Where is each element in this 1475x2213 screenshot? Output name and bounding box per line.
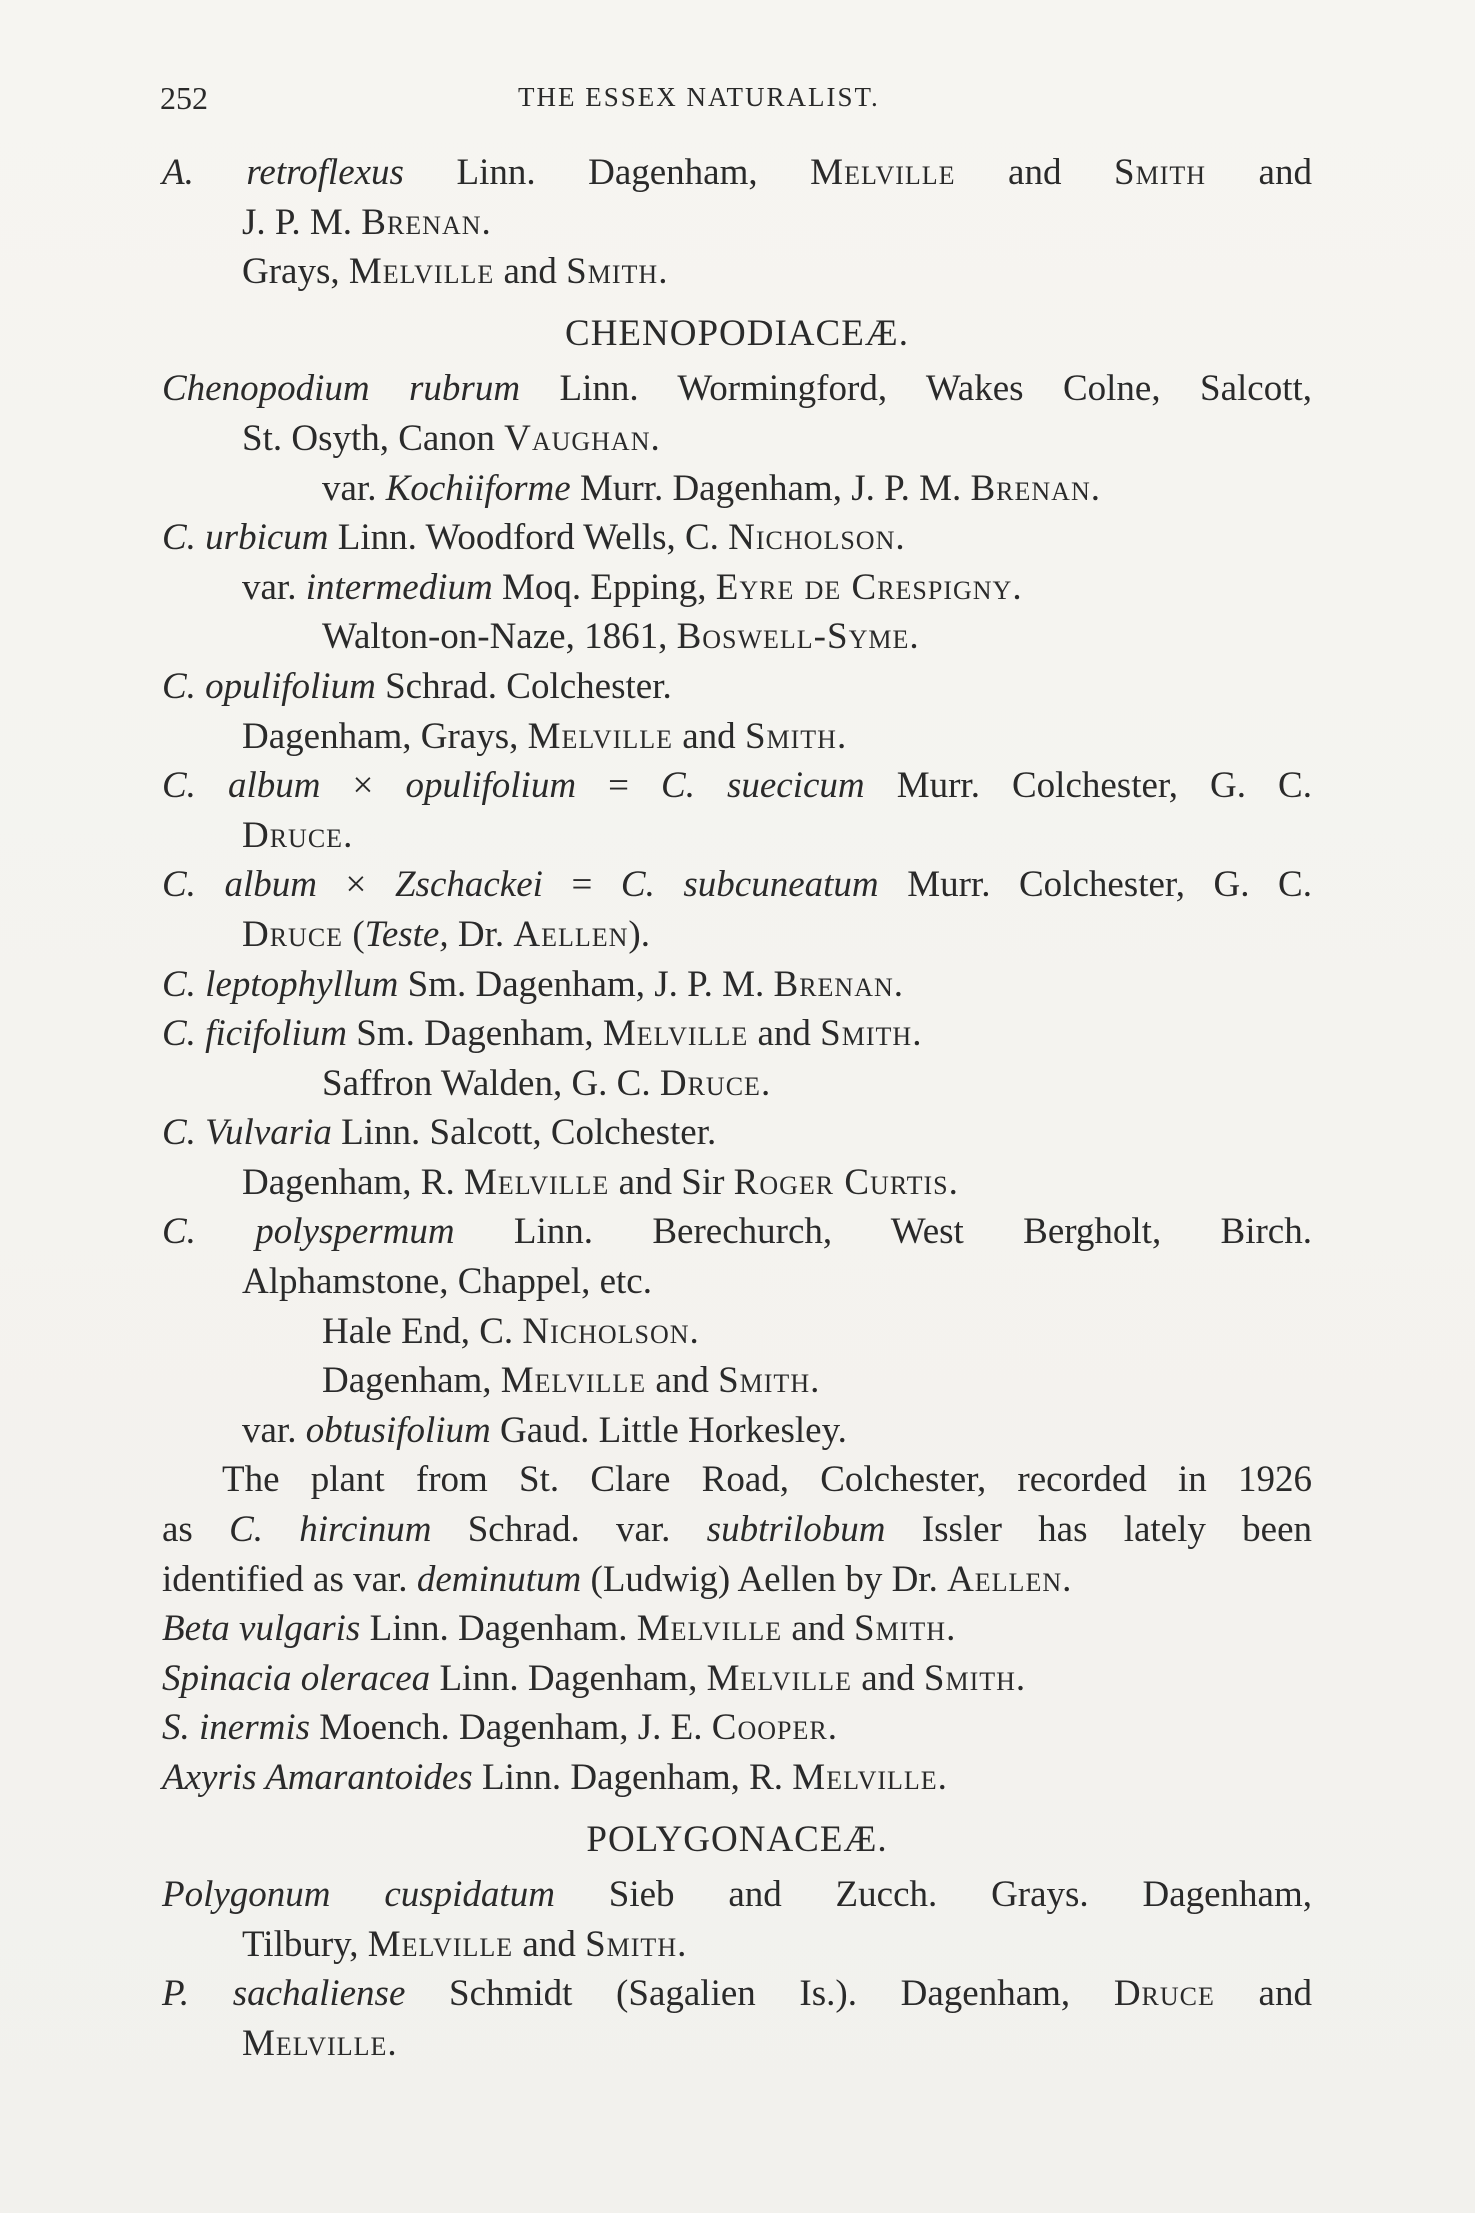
running-title: THE ESSEX NATURALIST. bbox=[518, 82, 880, 112]
entry-continuation: Dagenham, Melville and Smith. bbox=[322, 1360, 820, 1402]
entry-amaranthus-retroflexus: A. retroflexus Linn. Dagenham, Melville and Smith and bbox=[162, 152, 1312, 193]
entry-c-ficifolium: C. ficifolium Sm. Dagenham, Melville and Smith. bbox=[162, 1013, 922, 1055]
entry-continuation: Dagenham, R. Melville and Sir Roger Curtis. bbox=[242, 1161, 958, 1203]
entry-continuation: Grays, Melville and Smith. bbox=[242, 251, 668, 293]
entry-beta-vulgaris: Beta vulgaris Linn. Dagenham. Melville and Smith. bbox=[162, 1608, 956, 1650]
body-text bbox=[162, 148, 1312, 2069]
paragraph-line: as C. hircinum Schrad. var. subtrilobum Issler has lately been bbox=[162, 1509, 1312, 1551]
entry-c-suecicum: C. album × opulifolium = C. suecicum Murr. Colchester, G. C. bbox=[162, 765, 1312, 807]
entry-c-vulvaria: C. Vulvaria Linn. Salcott, Colchester. bbox=[162, 1112, 717, 1154]
entry-polygonum-cuspidatum: Polygonum cuspidatum Sieb and Zucch. Grays. Dagenham, bbox=[162, 1874, 1313, 1916]
section-heading-chenopodiaceae: CHENOPODIACEÆ. bbox=[565, 312, 909, 354]
entry-continuation: Alphamstone, Chappel, etc. bbox=[242, 1261, 652, 1303]
paragraph-line: The plant from St. Clare Road, Colchester, recorded in 1926 bbox=[222, 1459, 1312, 1501]
entry-p-sachaliense: P. sachaliense Schmidt (Sagalien Is.). Dagenham, Druce and bbox=[162, 1973, 1312, 2015]
variety-entry: var. intermedium Moq. Epping, Eyre de Crespigny. bbox=[242, 566, 1022, 608]
entry-c-leptophyllum: C. leptophyllum Sm. Dagenham, J. P. M. Brenan. bbox=[162, 963, 904, 1005]
entry-continuation: Dagenham, Grays, Melville and Smith. bbox=[242, 715, 847, 757]
entry-continuation: J. P. M. Brenan. bbox=[242, 201, 491, 243]
paragraph-line: identified as var. deminutum (Ludwig) Aellen by Dr. Aellen. bbox=[162, 1558, 1072, 1600]
entry-continuation: Tilbury, Melville and Smith. bbox=[242, 1923, 687, 1965]
entry-c-subcuneatum: C. album × Zschackei = C. subcuneatum Murr. Colchester, G. C. bbox=[162, 864, 1312, 906]
entry-continuation: Melville. bbox=[242, 2022, 397, 2064]
entry-continuation: Walton-on-Naze, 1861, Boswell-Syme. bbox=[322, 616, 919, 658]
entry-continuation: Druce. bbox=[242, 814, 353, 856]
page-number: 252 bbox=[160, 80, 208, 116]
entry-continuation: Saffron Walden, G. C. Druce. bbox=[322, 1062, 771, 1104]
entry-c-polyspermum: C. polyspermum Linn. Berechurch, West Bergholt, Birch. bbox=[162, 1211, 1312, 1253]
entry-continuation: St. Osyth, Canon Vaughan. bbox=[242, 417, 660, 459]
entry-spinacia-oleracea: Spinacia oleracea Linn. Dagenham, Melville and Smith. bbox=[162, 1657, 1026, 1699]
entry-c-urbicum: C. urbicum Linn. Woodford Wells, C. Nicholson. bbox=[162, 517, 905, 559]
entry-continuation: Druce (Teste, Dr. Aellen). bbox=[242, 913, 650, 955]
running-head bbox=[0, 80, 1475, 120]
entry-c-opulifolium: C. opulifolium Schrad. Colchester. bbox=[162, 665, 672, 707]
section-heading-polygonaceae: POLYGONACEÆ. bbox=[586, 1818, 888, 1860]
entry-continuation: Hale End, C. Nicholson. bbox=[322, 1310, 699, 1352]
variety-entry: var. Kochiiforme Murr. Dagenham, J. P. M. Brenan. bbox=[322, 467, 1100, 509]
entry-axyris-amarantoides: Axyris Amarantoides Linn. Dagenham, R. Melville. bbox=[162, 1757, 947, 1798]
variety-entry: var. obtusifolium Gaud. Little Horkesley. bbox=[242, 1409, 847, 1451]
entry-chenopodium-rubrum: Chenopodium rubrum Linn. Wormingford, Wakes Colne, Salcott, bbox=[162, 368, 1313, 410]
entry-s-inermis: S. inermis Moench. Dagenham, J. E. Cooper. bbox=[162, 1707, 837, 1749]
